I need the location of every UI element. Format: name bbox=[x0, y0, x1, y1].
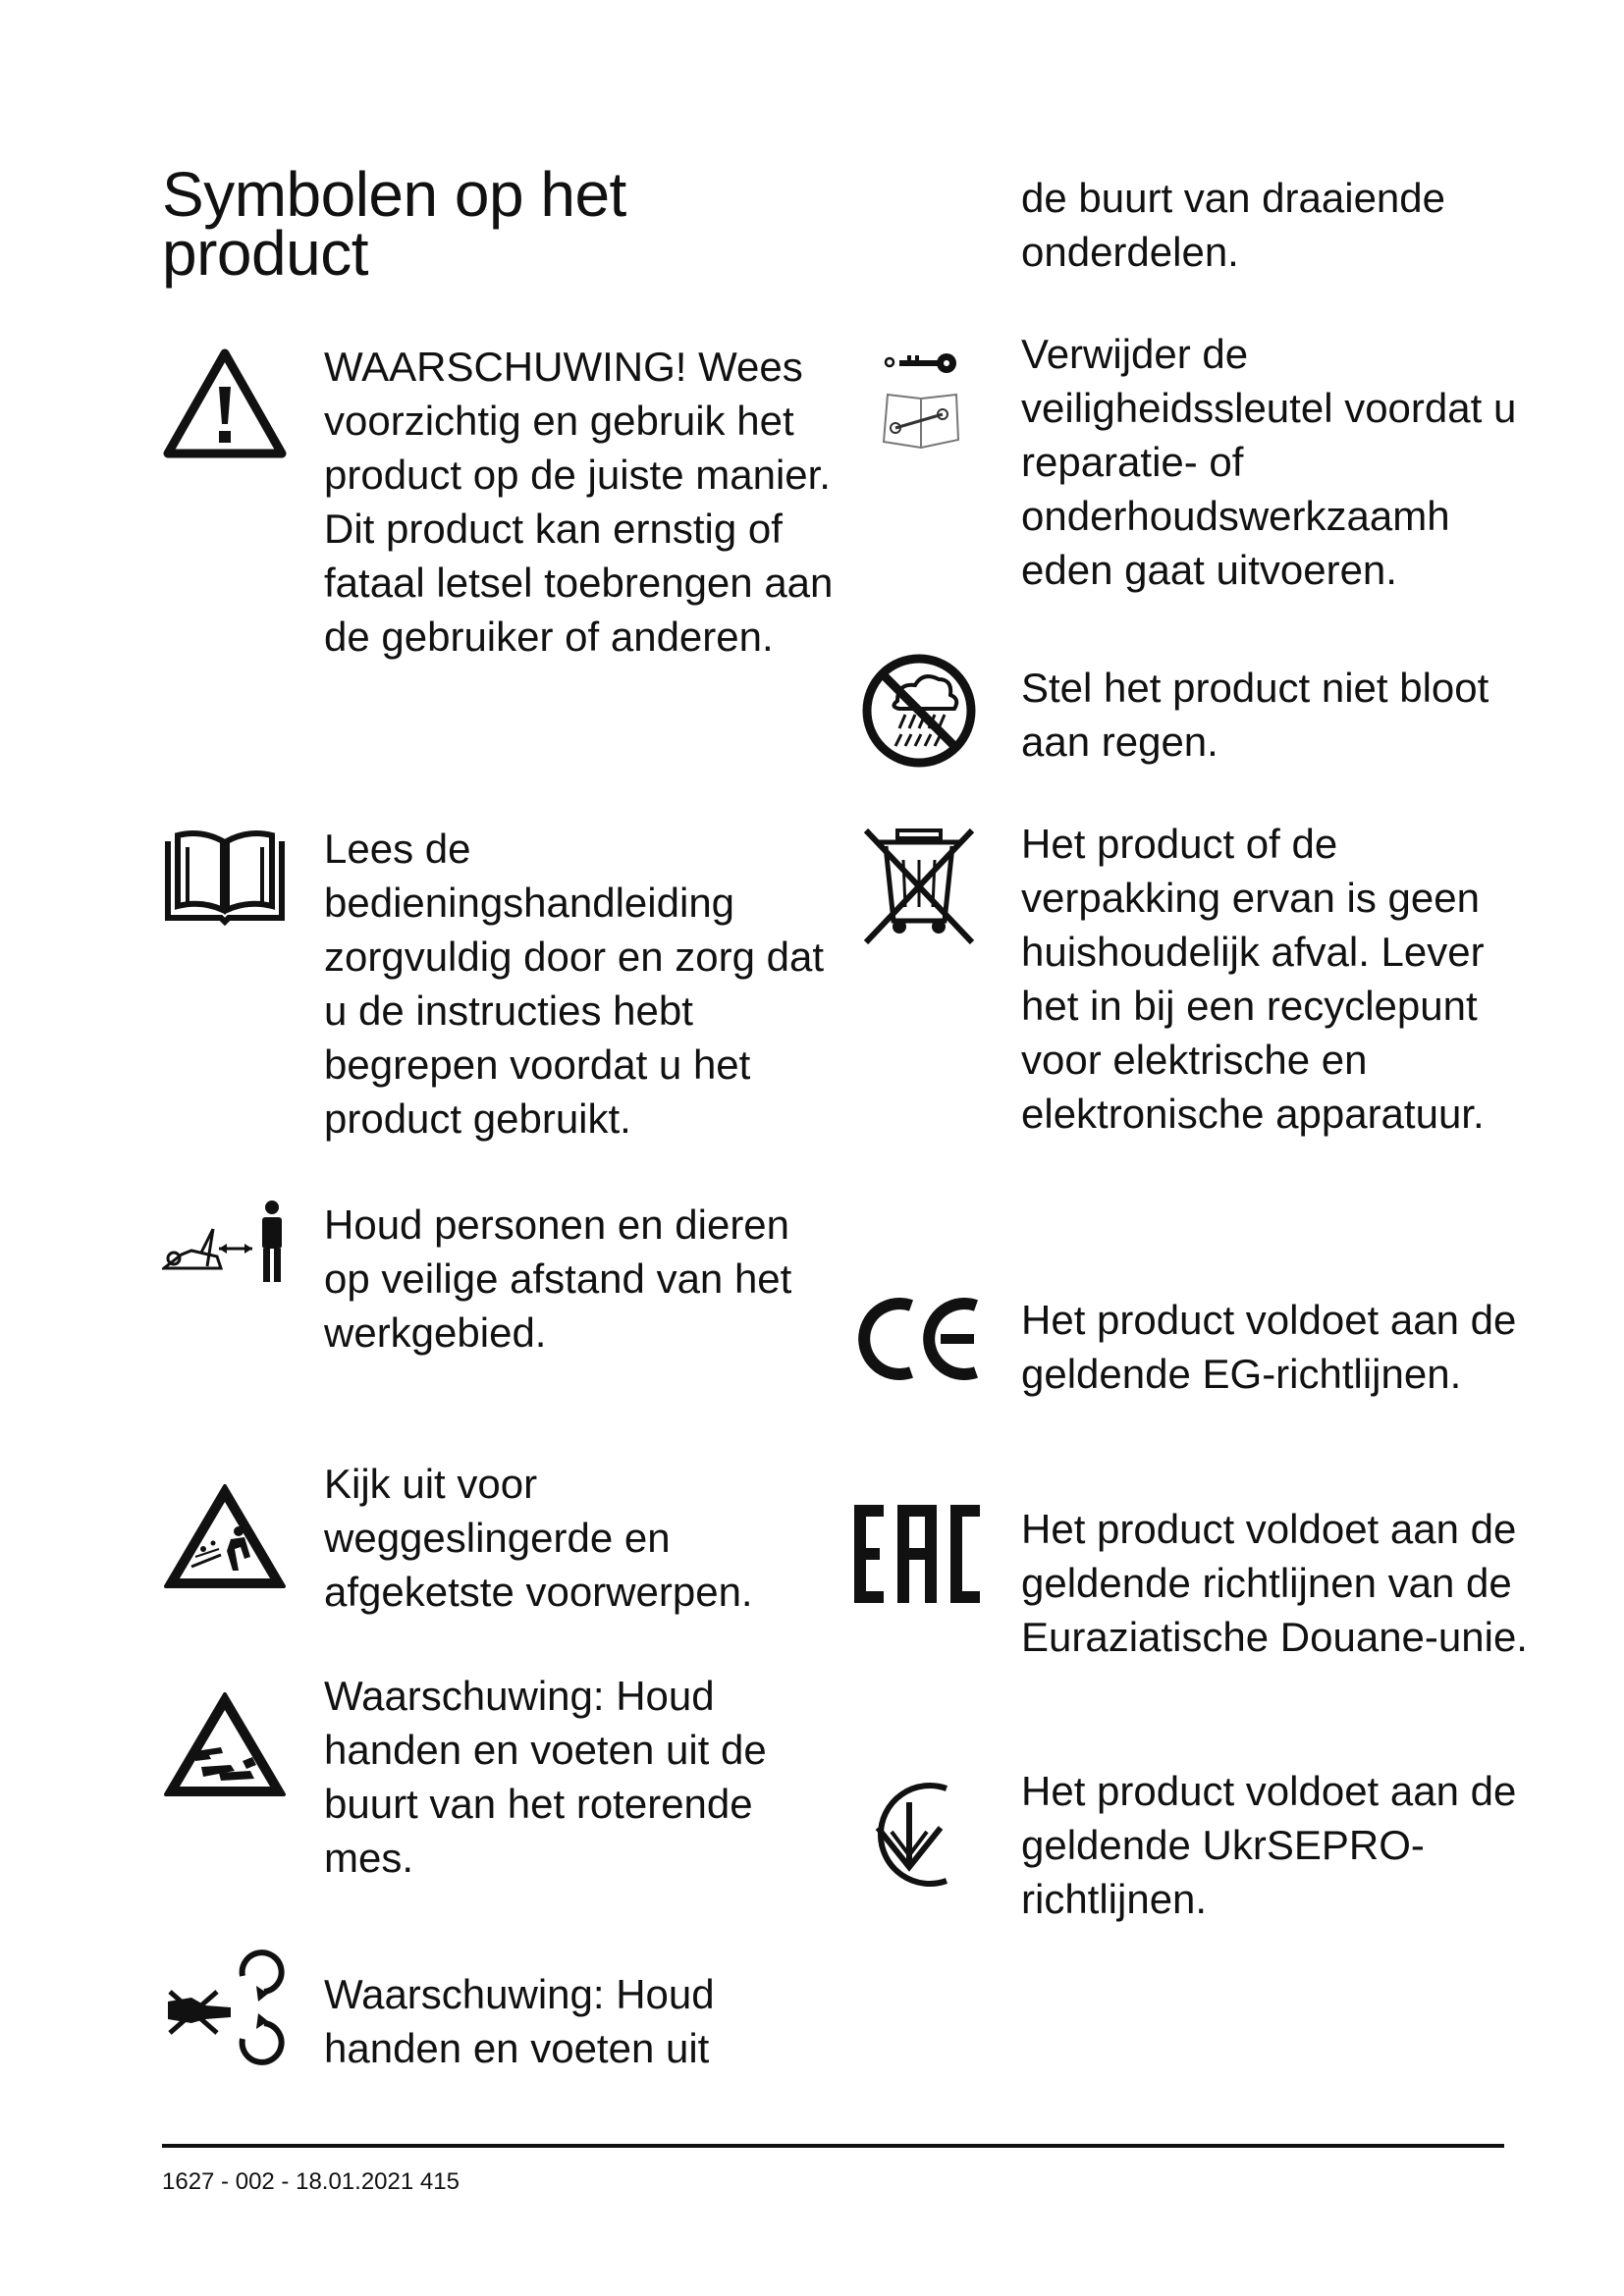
symbol-text-ukrsepro: Het product voldoet aan de geldende UkrSEPRO-richtlijnen. bbox=[1021, 1768, 1517, 1922]
page-title: Symbolen op het product bbox=[162, 159, 626, 289]
operator-manual-icon bbox=[162, 828, 288, 926]
symbol-text-weee: Het product of de verpakking ervan is geen huishoudelijk afval. Lever het in bij een recyclepunt voor elektrische en elektronische apparatuur. bbox=[1021, 821, 1485, 1137]
weee-bin-icon bbox=[860, 825, 978, 948]
symbol-text-rotating-blade: Waarschuwing: Houd handen en voeten uit de buurt van het roterende mes. bbox=[324, 1673, 767, 1881]
safe-distance-icon bbox=[162, 1198, 290, 1286]
rotating-blade-icon bbox=[162, 1688, 288, 1798]
symbol-text-safety-key: Verwijder de veiligheidssleutel voordat u reparatie- of onderhoudswerkzaamh eden gaat uitvoeren. bbox=[1021, 331, 1517, 593]
symbol-text-eac: Het product voldoet aan de geldende richtlijnen van de Euraziatische Douane-unie. bbox=[1021, 1506, 1528, 1660]
rotating-parts-icon bbox=[162, 1949, 290, 2066]
symbol-text-continued: de buurt van draaiende onderdelen. bbox=[1021, 175, 1445, 275]
symbol-text-manual: Lees de bedieningshandleiding zorgvuldig door en zorg dat u de instructies hebt begrepen voordat u het product gebruikt. bbox=[324, 826, 824, 1142]
safety-key-icon bbox=[878, 346, 966, 454]
warning-triangle-icon bbox=[162, 346, 288, 461]
symbol-text-warning: WAARSCHUWING! Wees voorzichtig en gebruik het product op de juiste manier. Dit product kan ernstig of fataal letsel toebrengen aan de gebruiker of anderen. bbox=[324, 344, 834, 660]
symbol-text-distance: Houd personen en dieren op veilige afstand van het werkgebied. bbox=[324, 1201, 792, 1356]
document-code: 1627 - 002 - 18.01.2021 415 bbox=[162, 2168, 460, 2195]
eac-mark-icon bbox=[854, 1505, 982, 1603]
symbol-text-thrown-objects: Kijk uit voor weggeslingerde en afgeketste voorwerpen. bbox=[324, 1461, 753, 1615]
ce-mark-icon bbox=[854, 1298, 982, 1380]
ukrsepro-mark-icon bbox=[854, 1775, 964, 1895]
symbol-text-ce: Het product voldoet aan de geldende EG-richtlijnen. bbox=[1021, 1297, 1517, 1397]
symbol-text-no-rain: Stel het product niet bloot aan regen. bbox=[1021, 665, 1489, 765]
footer-divider bbox=[162, 2144, 1504, 2148]
no-rain-icon bbox=[860, 652, 978, 770]
symbol-text-rotating-parts: Waarschuwing: Houd handen en voeten uit bbox=[324, 1971, 715, 2071]
thrown-objects-icon bbox=[162, 1480, 288, 1590]
